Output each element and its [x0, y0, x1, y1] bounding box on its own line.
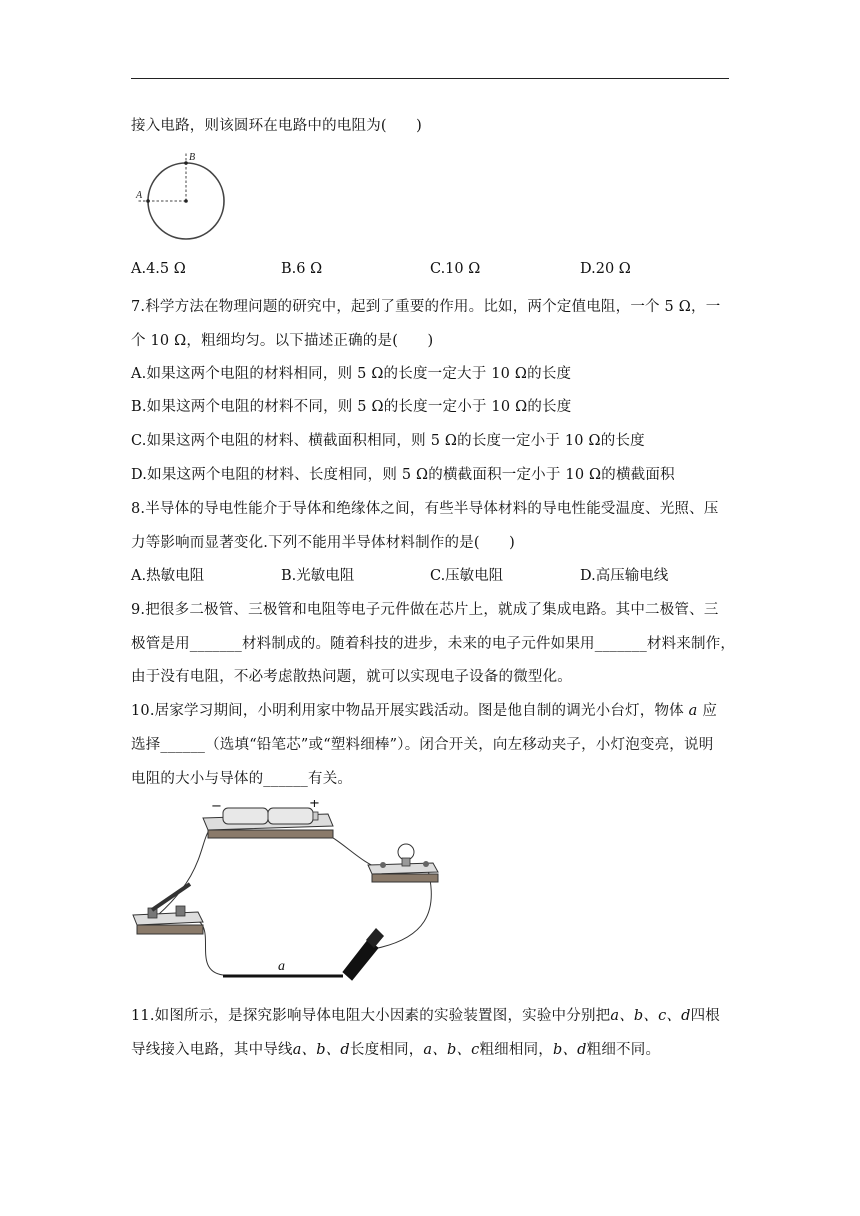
q7-option-d: D.如果这两个电阻的材料、长度相同，则 5 Ω的横截面积一定小于 10 Ω的横截面积: [131, 467, 675, 483]
q6-option-d: D.20 Ω: [580, 261, 631, 277]
q6-ring-figure: [128, 146, 233, 246]
q10-line1-post: 应: [697, 703, 718, 719]
q11-line1: [131, 1004, 720, 1025]
q11-l2-v3: b、d: [552, 1042, 587, 1058]
q10-line1: [131, 699, 717, 720]
q11-l1-pre: 11.如图所示，是探究影响导体电阻大小因素的实验装置图，实验中分别把: [131, 1008, 611, 1024]
q11-l2-mid2: 粗细相同，: [479, 1042, 553, 1058]
q10-lamp-circuit-figure: [128, 800, 448, 985]
q10-var-a: a: [688, 703, 698, 719]
q9-line2: 极管是用_______材料制成的。随着科技的进步，未来的电子元件如果用_______材料来制作，: [131, 636, 736, 652]
q11-l2-v1: a、b、d: [292, 1042, 350, 1058]
q11-l2-mid: 长度相同，: [349, 1042, 424, 1058]
q7-line2: 个 10 Ω，粗细均匀。以下描述正确的是( ): [131, 333, 434, 349]
header-rule: [131, 78, 729, 79]
q11-l1-vars: a、b、c、d: [610, 1008, 691, 1024]
q7-option-a: A.如果这两个电阻的材料相同，则 5 Ω的长度一定大于 10 Ω的长度: [131, 366, 572, 382]
q10-line2: 选择______（选填“铅笔芯”或“塑料细棒”）。闭合开关，向左移动夹子，小灯泡变亮，说明: [131, 737, 714, 753]
q11-l1-post: 四根: [690, 1008, 720, 1024]
q6-option-c: C.10 Ω: [430, 261, 481, 277]
q11-l2-v2: a、b、c: [423, 1042, 480, 1058]
q7-option-c: C.如果这两个电阻的材料、横截面积相同，则 5 Ω的长度一定小于 10 Ω的长度: [131, 433, 645, 449]
q9-line3: 由于没有电阻，不必考虑散热问题，就可以实现电子设备的微型化。: [131, 669, 572, 685]
q8-line2: 力等影响而显著变化.下列不能用半导体材料制作的是( ): [131, 535, 516, 551]
point-b-label: B: [189, 152, 196, 163]
q10-line3: 电阻的大小与导体的______有关。: [131, 771, 353, 787]
q11-l2-post: 粗细不同。: [586, 1042, 661, 1058]
q8-option-a: A.热敏电阻: [131, 568, 205, 584]
q7-line1: 7.科学方法在物理问题的研究中，起到了重要的作用。比如，两个定值电阻，一个 5 Ω，一: [131, 299, 721, 315]
q6-option-a: A.4.5 Ω: [131, 261, 186, 277]
conductor-a-label: a: [278, 959, 285, 974]
q9-line1: 9.把很多二极管、三极管和电阻等电子元件做在芯片上，就成了集成电路。其中二极管、三: [131, 602, 719, 618]
q6-option-b: B.6 Ω: [281, 261, 323, 277]
q11-l2-pre: 导线接入电路，其中导线: [131, 1042, 293, 1058]
q6-stem: 接入电路，则该圆环在电路中的电阻为( ): [131, 118, 423, 134]
q8-option-d: D.高压输电线: [580, 568, 669, 584]
q7-option-b: B.如果这两个电阻的材料不同，则 5 Ω的长度一定小于 10 Ω的长度: [131, 399, 572, 415]
q8-line1: 8.半导体的导电性能介于导体和绝缘体之间，有些半导体材料的导电性能受温度、光照、压: [131, 501, 719, 517]
q11-line2: [131, 1038, 660, 1059]
q8-option-c: C.压敏电阻: [430, 568, 504, 584]
battery-minus-label: −: [211, 800, 222, 814]
point-a-label: A: [136, 190, 143, 201]
q8-option-b: B.光敏电阻: [281, 568, 355, 584]
q10-line1-pre: 10.居家学习期间，小明利用家中物品开展实践活动。图是他自制的调光小台灯，物体: [131, 703, 689, 719]
battery-plus-label: +: [309, 800, 320, 811]
